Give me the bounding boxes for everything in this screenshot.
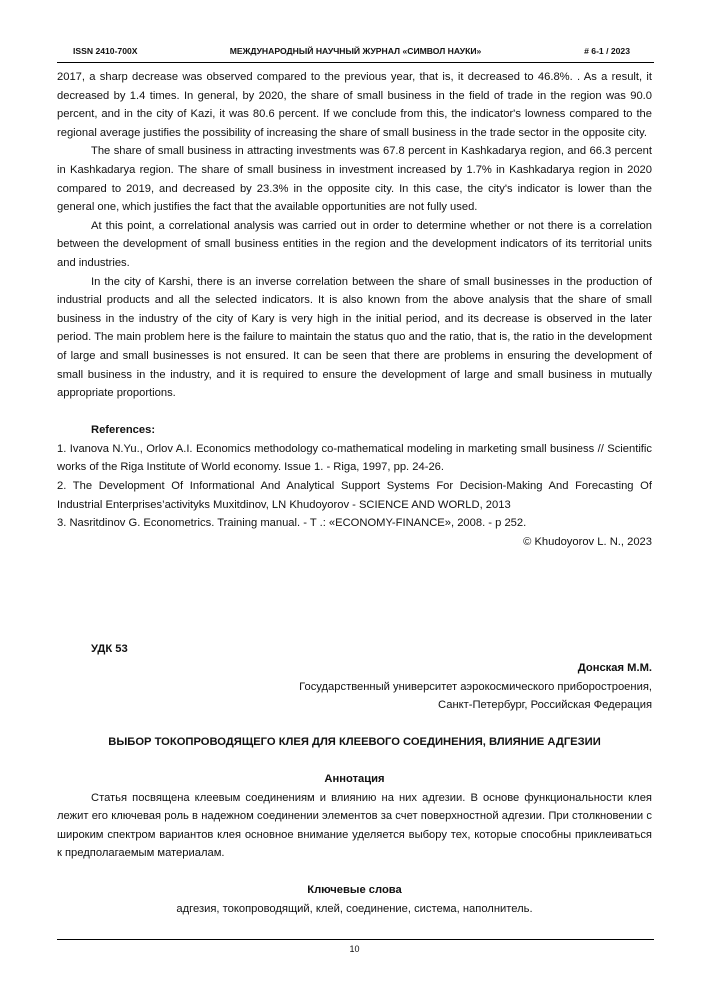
article-1-body <box>57 68 652 551</box>
article-title: ВЫБОР ТОКОПРОВОДЯЩЕГО КЛЕЯ ДЛЯ КЛЕЕВОГО СОЕДИНЕНИЯ, ВЛИЯНИЕ АДГЕЗИИ <box>108 736 601 748</box>
footer-rule <box>57 939 654 940</box>
affiliation-line: Санкт-Петербург, Российская Федерация <box>438 699 652 712</box>
header-issue: # 6-1 / 2023 <box>584 46 630 56</box>
reference-item: 3. Nasritdinov G. Econometrics. Training manual. - T .: «ECONOMY-FINANCE», 2008. - p 252. <box>57 517 527 530</box>
article-2-title-block <box>57 733 652 752</box>
affiliation-line: Государственный университет аэрокосмического приборостроения, <box>299 680 652 693</box>
keywords-text: адгезия, токопроводящий, клей, соединение, система, наполнитель. <box>176 902 533 915</box>
header-journal-title: МЕЖДУНАРОДНЫЙ НАУЧНЫЙ ЖУРНАЛ «СИМВОЛ НАУКИ» <box>229 46 482 56</box>
author-name: Донская М.М. <box>577 662 652 674</box>
copyright-line: © Khudoyorov L. N., 2023 <box>523 535 652 548</box>
header-issn: ISSN 2410-700X <box>73 46 138 56</box>
reference-item: 2. The Development Of Informational And Analytical Support Systems For Decision-Making And Forecasting Of Industrial Enterprises’activityks Muxitdinov, LN Khudoyorov - SCIENCE AND WORLD, 2013 <box>57 480 652 511</box>
abstract-block <box>57 770 652 863</box>
udk-code: УДК 53 <box>91 643 128 655</box>
running-header <box>57 46 654 61</box>
article-2-head <box>57 640 652 659</box>
paragraph: 2017, a sharp decrease was observed compared to the previous year, that is, it decreased to 46.8%. . As a result, it decreased by 1.4 times. In general, by 2020, the share of small business in the field of trade in the region was 90.0 percent, and in the city of Kazi, it was 80.6 percent. If we conclude from this, the indicator's lowness compared to the regional average justifies the possibility of increasing the share of small business in the trade sector in the opposite city. <box>57 71 652 139</box>
references-heading: References: <box>91 424 156 437</box>
abstract-heading: Аннотация <box>324 773 385 785</box>
keywords-block <box>57 881 652 918</box>
paragraph: In the city of Karshi, there is an inverse correlation between the share of small businesses in the production of industrial products and all the selected indicators. It is also known from the above analysis that the share of small business in the industry of the city of Kary is very high in the initial period, and its decrease is observed in the later period. The main problem here is the failure to maintain the status quo and the ratio, that is, the ratio in the development of large and small businesses is not ensured. It can be seen that there are problems in ensuring the development of small business in the industry, and it is required to ensure the development of large and small business in mutually appropriate proportions. <box>57 275 652 400</box>
paragraph: At this point, a correlational analysis was carried out in order to determine whether or not there is a correlation between the development of small business entities in the region and the development indicators of its territorial units and industries. <box>57 219 652 269</box>
author-block <box>57 659 652 715</box>
paragraph: The share of small business in attracting investments was 67.8 percent in Kashkadarya region, and 66.3 percent in Kashkadarya region. The share of small business in investment increased by 1.7% in Kashkadarya region in 2020 compared to 2019, and decreased by 23.3% in the opposite city. In this case, the city's indicator is lower than the general one, which justifies the fact that the available opportunities are not fully used. <box>57 145 652 214</box>
page-number: 10 <box>349 944 360 954</box>
abstract-text: Статья посвящена клеевым соединениям и влиянию на них адгезии. В основе функциональности клея лежит его ключевая роль в надежном соединении элементов за счет поверхностной адгезии. При столкновении с широким спектром вариантов клея основное внимание уделяется выбору тех, которые способны приклеиваться к предполагаемым материалам. <box>57 791 652 860</box>
header-rule <box>57 62 654 63</box>
reference-item: 1. Ivanova N.Yu., Orlov A.I. Economics methodology co-mathematical modeling in marketing small business // Scientific works of the Riga Institute of World economy. Issue 1. - Riga, 1997, pp. 24-26. <box>57 442 652 474</box>
keywords-heading: Ключевые слова <box>307 884 402 896</box>
